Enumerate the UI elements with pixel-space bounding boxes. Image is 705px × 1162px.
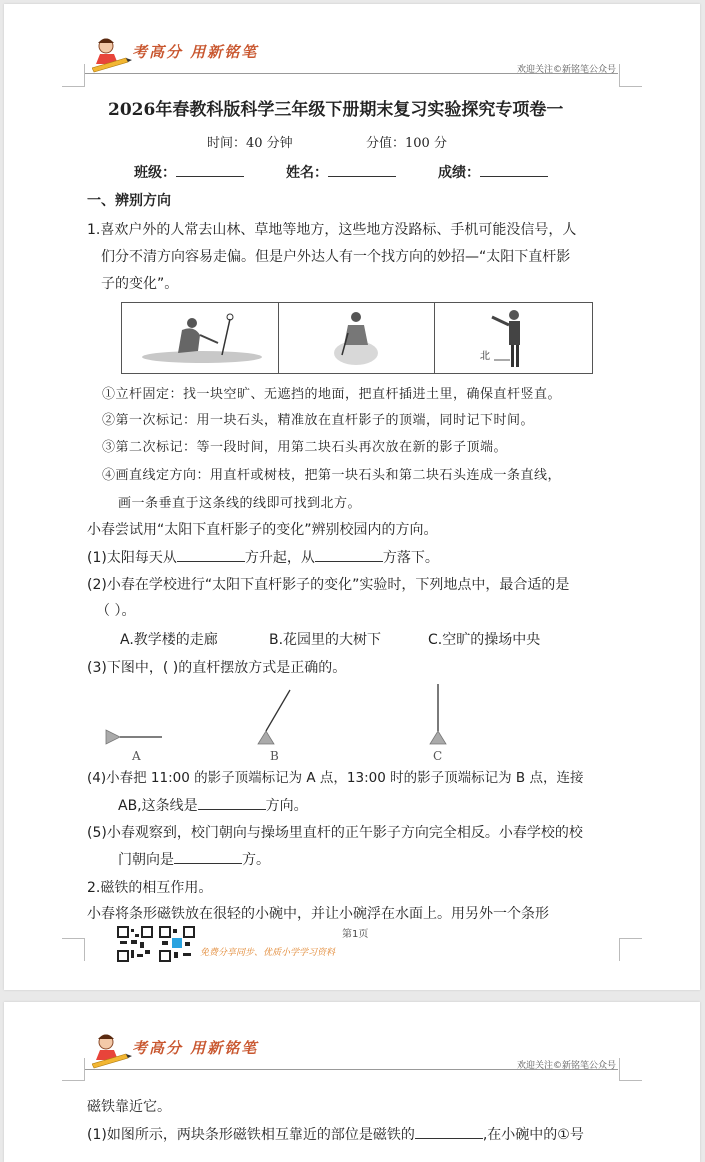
step-4: ④画直线定方向：用直杆或树枝，把第一块石头和第二块石头连成一条直线， <box>102 468 562 483</box>
pole-label-b: B <box>270 749 279 763</box>
sub5-text: 门朝向是 <box>118 852 174 868</box>
qr-code-icon <box>159 926 195 962</box>
option-a[interactable]: A.教学楼的走廊 <box>120 632 218 648</box>
class-blank[interactable] <box>176 162 244 177</box>
score-label: 分值：100 分 <box>366 136 447 151</box>
q2-sub-question-1 <box>87 1124 584 1145</box>
answer-blank[interactable] <box>315 547 383 562</box>
sub5-text: 方。 <box>242 852 270 868</box>
name-field <box>286 162 396 183</box>
page-number: 第1页 <box>342 929 369 940</box>
corner-mark <box>62 938 85 961</box>
option-c[interactable]: C.空旷的操场中央 <box>428 632 541 648</box>
sub-question-3: (3)下图中，( )的直杆摆放方式是正确的。 <box>87 660 347 676</box>
grade-blank[interactable] <box>480 162 548 177</box>
answer-blank[interactable] <box>174 849 242 864</box>
sub-question-2: (2)小春在学校进行“太阳下直杆影子的变化”实验时，下列地点中，最合适的是 <box>87 577 570 593</box>
logo-text: 考高分 用新铭笔 <box>132 1039 259 1057</box>
grade-field <box>438 162 548 183</box>
pole-diagram <box>100 682 460 752</box>
illustration-strip <box>121 302 593 374</box>
pole-label-a: A <box>132 749 141 763</box>
pole-label-c: C <box>433 749 443 763</box>
sub1-text: 方升起，从 <box>244 550 315 566</box>
q1-line: 们分不清方向容易走偏。但是户外达人有一个找方向的妙招—“太阳下直杆影 <box>101 249 571 265</box>
name-label: 姓名： <box>286 165 328 181</box>
grade-label: 成绩： <box>438 165 480 181</box>
answer-blank[interactable] <box>177 547 245 562</box>
header-right-text: 欢迎关注©新铭笔公众号 <box>516 1061 616 1071</box>
answer-blank[interactable] <box>198 795 266 810</box>
illustration-figures <box>122 303 592 373</box>
q2-line: 小春将条形磁铁放在很轻的小碗中，并让小碗浮在水面上。用另外一个条形 <box>87 906 549 922</box>
footer-slogan: 免费分享同步、优质小学学习资料 <box>200 948 336 958</box>
corner-mark <box>619 1058 642 1081</box>
q2-title: 2.磁铁的相互作用。 <box>87 880 213 896</box>
sub4-text: 方向。 <box>265 798 308 814</box>
q1-line: 子的变化”。 <box>101 276 179 292</box>
sub-question-2-bracket[interactable]: （ ）。 <box>96 603 136 619</box>
time-label: 时间：40 分钟 <box>207 136 293 151</box>
sub1-text: 方落下。 <box>382 550 439 566</box>
step-2: ②第一次标记：用一块石头，精准放在直杆影子的顶端，同时记下时间。 <box>102 413 535 428</box>
north-label: 北 <box>480 351 490 362</box>
sub-question-1 <box>87 547 439 568</box>
sub4-text: AB,这条线是 <box>118 798 198 814</box>
option-b[interactable]: B.花园里的大树下 <box>269 632 382 648</box>
sub-question-4-cont <box>118 795 308 816</box>
corner-mark <box>619 938 642 961</box>
logo-text: 考高分 用新铭笔 <box>132 43 259 61</box>
qr-code-icon <box>117 926 153 962</box>
step-1: ①立杆固定：找一块空旷、无遮挡的地面，把直杆插进土里，确保直杆竖直。 <box>102 387 562 402</box>
name-blank[interactable] <box>328 162 396 177</box>
page-title: 2026年春教科版科学三年级下册期末复习实验探究专项卷一 <box>108 100 564 120</box>
section-heading: 一、辨别方向 <box>87 193 171 209</box>
q2-line: 磁铁靠近它。 <box>87 1099 171 1115</box>
sub-question-5: (5)小春观察到，校门朝向与操场里直杆的正午影子方向完全相反。小春学校的校 <box>87 825 583 841</box>
q1-intro: 小春尝试用“太阳下直杆影子的变化”辨别校园内的方向。 <box>87 522 438 538</box>
step-4-cont: 画一条垂直于这条线的线即可找到北方。 <box>118 496 362 511</box>
sub1-text: (1)太阳每天从 <box>87 550 177 566</box>
sub-question-4: (4)小春把 11:00 的影子顶端标记为 A 点，13:00 时的影子顶端标记为 B 点，连接 <box>87 770 584 786</box>
header-right-text: 欢迎关注©新铭笔公众号 <box>516 65 616 75</box>
sub-question-5-cont <box>118 849 270 870</box>
corner-mark <box>62 1058 85 1081</box>
class-field <box>134 162 244 183</box>
corner-mark <box>62 64 85 87</box>
answer-blank[interactable] <box>415 1124 483 1139</box>
page-2 <box>4 1002 700 1162</box>
q2-sub1-text: ,在小碗中的①号 <box>482 1127 584 1143</box>
class-label: 班级： <box>134 165 176 181</box>
page-1 <box>4 4 700 990</box>
corner-mark <box>619 64 642 87</box>
q2-sub1-text: (1)如图所示，两块条形磁铁相互靠近的部位是磁铁的 <box>87 1127 415 1143</box>
q1-line: 1.喜欢户外的人常去山林、草地等地方，这些地方没路标、手机可能没信号，人 <box>87 222 577 238</box>
step-3: ③第二次标记：等一段时间，用第二块石头再次放在新的影子顶端。 <box>102 440 508 455</box>
